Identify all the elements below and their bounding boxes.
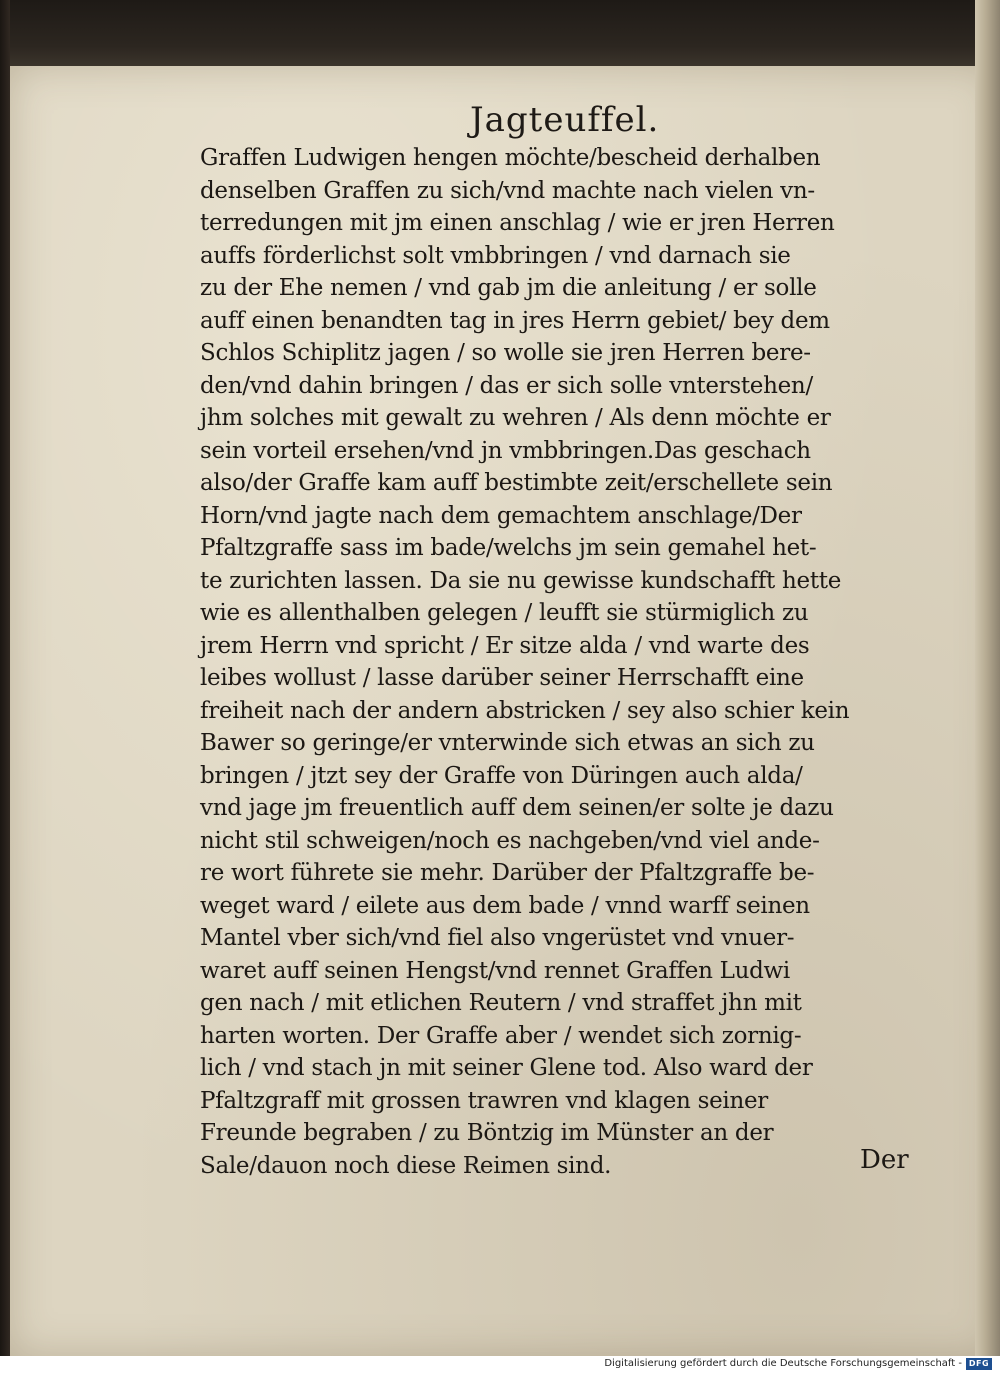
text-line: weget ward / eilete aus dem bade / vnnd warff seinen bbox=[200, 892, 810, 919]
funding-credit: Digitalisierung gefördert durch die Deutsche Forschungsgemeinschaft - bbox=[604, 1358, 962, 1369]
text-line: re wort führete sie mehr. Darüber der Pfaltzgraffe be- bbox=[200, 860, 815, 886]
text-line: Mantel vber sich/vnd fiel also vngerüstet vnd vnuer- bbox=[200, 925, 795, 951]
text-line: Bawer so geringe/er vnterwinde sich etwas an sich zu bbox=[200, 730, 815, 756]
text-line: auffs förderlichst solt vmbbringen / vnd darnach sie bbox=[200, 242, 791, 269]
text-line: zu der Ehe nemen / vnd gab jm die anleitung / er solle bbox=[200, 275, 817, 301]
text-line: terredungen mit jm einen anschlag / wie er jren Herren bbox=[200, 210, 835, 236]
text-line: auff einen benandten tag in jres Herrn gebiet/ bey dem bbox=[200, 307, 830, 334]
scan-border-top bbox=[10, 0, 995, 66]
text-line: Pfaltzgraffe sass im bade/welchs jm sein gemahel het- bbox=[200, 535, 817, 561]
text-line: harten worten. Der Graffe aber / wendet sich zornig- bbox=[200, 1022, 802, 1049]
text-line: wie es allenthalben gelegen / leufft sie stürmiglich zu bbox=[200, 600, 809, 626]
text-line: also/der Graffe kam auff bestimbte zeit/erschellete sein bbox=[200, 470, 833, 496]
text-line: jhm solches mit gewalt zu wehren / Als denn möchte er bbox=[200, 405, 831, 431]
text-line: Freunde begraben / zu Böntzig im Münster an der bbox=[200, 1120, 774, 1146]
paper-edge-right bbox=[975, 0, 1000, 1356]
text-line: nicht stil schweigen/noch es nachgeben/vnd viel ande- bbox=[200, 827, 820, 854]
text-line: Graffen Ludwigen hengen möchte/bescheid derhalben bbox=[200, 145, 821, 171]
text-line: te zurichten lassen. Da sie nu gewisse kundschafft hette bbox=[200, 567, 842, 594]
text-line: Horn/vnd jagte nach dem gemachtem anschlage/Der bbox=[200, 502, 802, 529]
body-text bbox=[200, 142, 915, 1182]
text-line: Sale/dauon noch diese Reimen sind. bbox=[200, 1152, 612, 1179]
text-line: sein vorteil ersehen/vnd jn vmbbringen.Das geschach bbox=[200, 437, 811, 464]
running-head: Jagteuffel. bbox=[470, 100, 660, 140]
catchword: Der bbox=[860, 1145, 909, 1175]
text-line: waret auff seinen Hengst/vnd rennet Graffen Ludwi bbox=[200, 957, 790, 984]
text-line: leibes wollust / lasse darüber seiner Herrschafft eine bbox=[200, 665, 804, 691]
text-line: lich / vnd stach jn mit seiner Glene tod. Also ward der bbox=[200, 1055, 813, 1081]
text-line: denselben Graffen zu sich/vnd machte nach vielen vn- bbox=[200, 177, 815, 204]
text-line: jrem Herrn vnd spricht / Er sitze alda / vnd warte des bbox=[200, 632, 810, 659]
text-line: Pfaltzgraff mit grossen trawren vnd klagen seiner bbox=[200, 1087, 768, 1114]
text-line: vnd jage jm freuentlich auff dem seinen/er solte je dazu bbox=[200, 795, 834, 821]
text-line: freiheit nach der andern abstricken / sey also schier kein bbox=[200, 697, 850, 724]
text-line: Schlos Schiplitz jagen / so wolle sie jren Herren bere- bbox=[200, 340, 811, 366]
text-line: bringen / jtzt sey der Graffe von Düringen auch alda/ bbox=[200, 762, 803, 789]
text-line: gen nach / mit etlichen Reutern / vnd straffet jhn mit bbox=[200, 990, 802, 1016]
dfg-logo[interactable]: DFG bbox=[966, 1358, 992, 1370]
text-line: den/vnd dahin bringen / das er sich solle vnterstehen/ bbox=[200, 372, 813, 399]
